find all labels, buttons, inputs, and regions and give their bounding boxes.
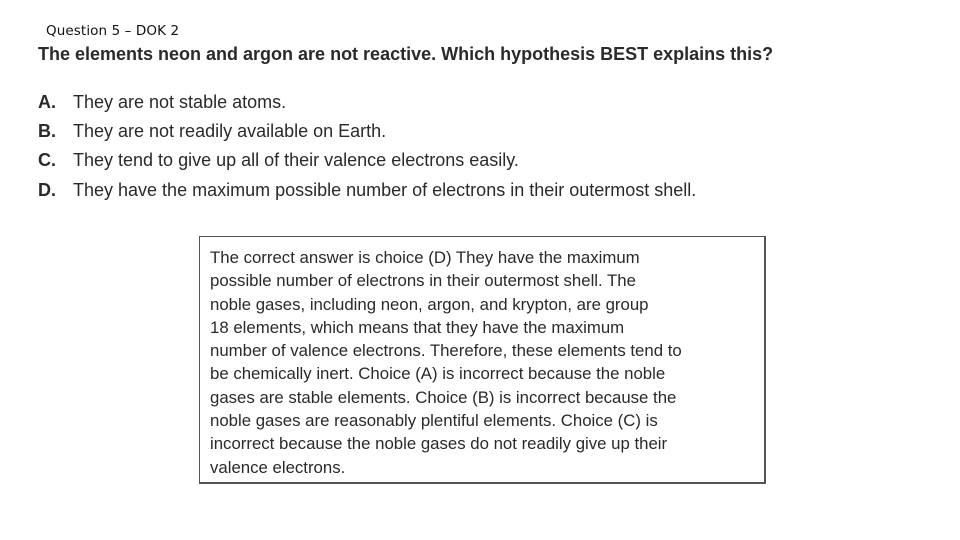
slide-title: Question 5 – DOK 2 <box>46 23 180 39</box>
explanation-line: 18 elements, which means that they have the maximum <box>210 317 625 337</box>
choice-text: They are not readily available on Earth. <box>73 121 387 142</box>
explanation-line: valence electrons. <box>210 457 346 477</box>
choice-d <box>38 180 696 209</box>
choice-text: They tend to give up all of their valence electrons easily. <box>73 150 519 171</box>
explanation-line: possible number of electrons in their outermost shell. The <box>210 271 636 291</box>
answer-choices <box>38 92 696 209</box>
choice-c <box>38 150 696 179</box>
answer-explanation-box <box>199 236 766 484</box>
explanation-line: The correct answer is choice (D) They have the maximum <box>210 248 640 267</box>
question-stem: The elements neon and argon are not reactive. Which hypothesis BEST explains this? <box>38 44 774 64</box>
choice-letter: D. <box>38 179 56 200</box>
choice-letter: B. <box>38 121 56 142</box>
explanation-line: be chemically inert. Choice (A) is incorrect because the noble <box>210 364 666 384</box>
choice-a <box>38 92 696 121</box>
explanation-line: noble gases, including neon, argon, and krypton, are group <box>210 294 649 314</box>
explanation-line: noble gases are reasonably plentiful elements. Choice (C) is <box>210 411 658 431</box>
explanation-line: gases are stable elements. Choice (B) is incorrect because the <box>210 387 677 407</box>
choice-letter: A. <box>38 92 56 112</box>
choice-b <box>38 121 696 150</box>
choice-letter: C. <box>38 150 56 171</box>
choice-text: They are not stable atoms. <box>73 92 287 112</box>
answer-explanation <box>210 246 682 479</box>
choice-text: They have the maximum possible number of electrons in their outermost shell. <box>73 179 697 200</box>
explanation-line: number of valence electrons. Therefore, these elements tend to <box>210 341 682 361</box>
explanation-line: incorrect because the noble gases do not readily give up their <box>210 434 668 454</box>
